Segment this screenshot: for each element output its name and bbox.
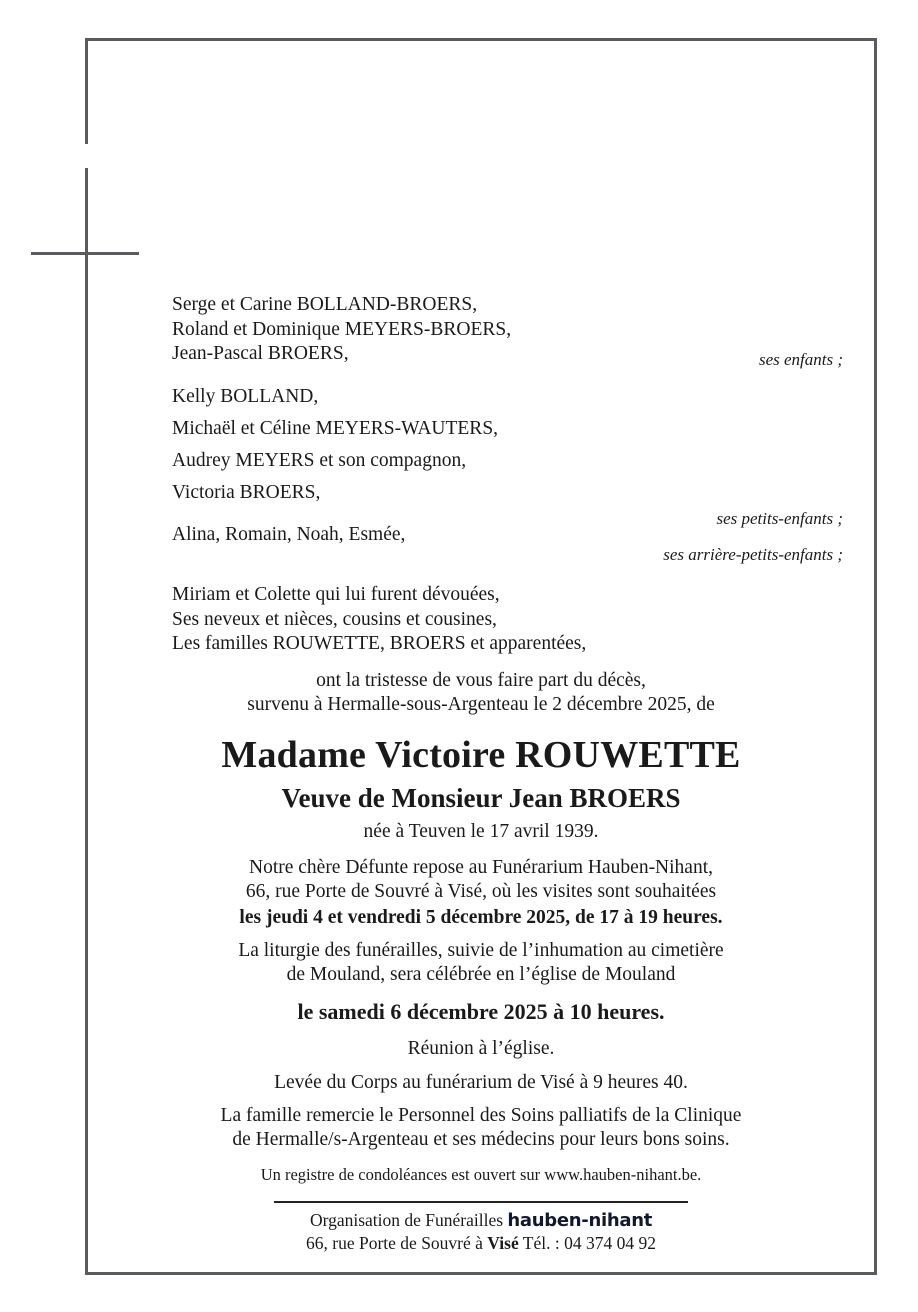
other-relative-2: Ses neveux et nièces, cousins et cousines, [172,608,497,630]
grandchild-name-1: Kelly BOLLAND, [172,385,319,407]
other-relative-3: Les familles ROUWETTE, BROERS et apparentées, [172,633,587,654]
spacer [88,847,874,856]
ceremony-date: le samedi 6 décembre 2025 à 10 heures. [297,998,665,1024]
levee-line: Levée du Corps au funérarium de Visé à 9 heures 40. [274,1071,688,1093]
notice-content [88,38,874,1272]
frame-border-right [874,38,877,1275]
role-label-children: ses enfants ; [758,350,843,369]
relatives-group-children [88,293,874,367]
footer-organisation-label: Organisation de Funérailles [309,1209,508,1230]
visits-line-1: Notre chère Défunte repose au Funérarium Hauben-Nihant, [248,856,714,878]
thanks-message [88,1104,874,1153]
great-grandchildren-names [88,523,874,548]
ceremony-line-1: La liturgie des funérailles, suivie de l’inhumation au cimetière [238,939,724,961]
footer-phone: Tél. : 04 374 04 92 [518,1232,656,1253]
footer-divider [274,1201,688,1203]
grandchild-name-4: Victoria BROERS, [172,481,321,503]
notice-body [88,293,874,1255]
visits-times: les jeudi 4 et vendredi 5 décembre 2025, de 17 à 19 heures. [239,906,723,928]
other-relatives [88,583,874,657]
footer [88,1201,874,1255]
announcement-intro-line-1: ont la tristesse de vous faire part du décès, [316,669,646,691]
footer-address [88,1232,874,1255]
thanks-line-2: de Hermalle/s-Argenteau et ses médecins pour leurs bons soins. [232,1129,730,1150]
footer-organisation [88,1209,874,1232]
children-name-3: Jean-Pascal BROERS, [172,343,349,364]
thanks-line-1: La famille remercie le Personnel des Soins palliatifs de la Clinique [220,1104,742,1126]
spacer [88,1153,874,1162]
great-grandchild-name-1: Alina, Romain, Noah, Esmée, [172,523,406,545]
announcement-intro-line-2: survenu à Hermalle-sous-Argenteau le 2 décembre 2025, de [247,694,715,715]
children-name-1: Serge et Carine BOLLAND-BROERS, [172,294,478,315]
role-label-grandchildren: ses petits-enfants ; [716,508,843,528]
frame-border-bottom [85,1272,877,1275]
condolences-note: Un registre de condoléances est ouvert sur www.hauben-nihant.be. [260,1164,702,1184]
visits-info [88,856,874,905]
spacer [88,930,874,939]
hauben-nihant-logo: hauben-nihant [507,1209,653,1231]
spacer [88,1095,874,1104]
spacer [88,718,874,731]
grandchildren-names [88,381,874,509]
visits-line-2: 66, rue Porte de Souvré à Visé, où les visites sont souhaitées [245,881,717,902]
footer-address-street: 66, rue Porte de Souvré à [306,1232,488,1253]
children-name-2: Roland et Dominique MEYERS-BROERS, [172,318,512,340]
role-label-great-grandchildren-row [88,545,874,575]
ceremony-line-2: de Mouland, sera célébrée en l’église de Mouland [286,964,676,985]
spacer [88,1027,874,1036]
ceremony-info [88,939,874,988]
spouse-line: Veuve de Monsieur Jean BROERS [281,782,681,813]
birth-line: née à Teuven le 17 avril 1939. [363,820,599,842]
reunion-line: Réunion à l’église. [407,1037,555,1059]
other-relative-1: Miriam et Colette qui lui furent dévouées, [172,584,500,605]
footer-address-city: Visé [487,1232,519,1253]
relatives-group-grandchildren [88,381,874,528]
spacer [88,988,874,997]
deceased-name: Madame Victoire ROUWETTE [221,733,741,776]
grandchild-name-3: Audrey MEYERS et son compagnon, [172,449,467,471]
role-label-great-grandchildren: ses arrière-petits-enfants ; [663,545,843,564]
children-names [88,293,874,367]
grandchild-name-2: Michaël et Céline MEYERS-WAUTERS, [172,417,499,439]
announcement-intro [88,669,874,718]
relatives-group-great-grandchildren [88,523,874,548]
spacer [88,1061,874,1070]
